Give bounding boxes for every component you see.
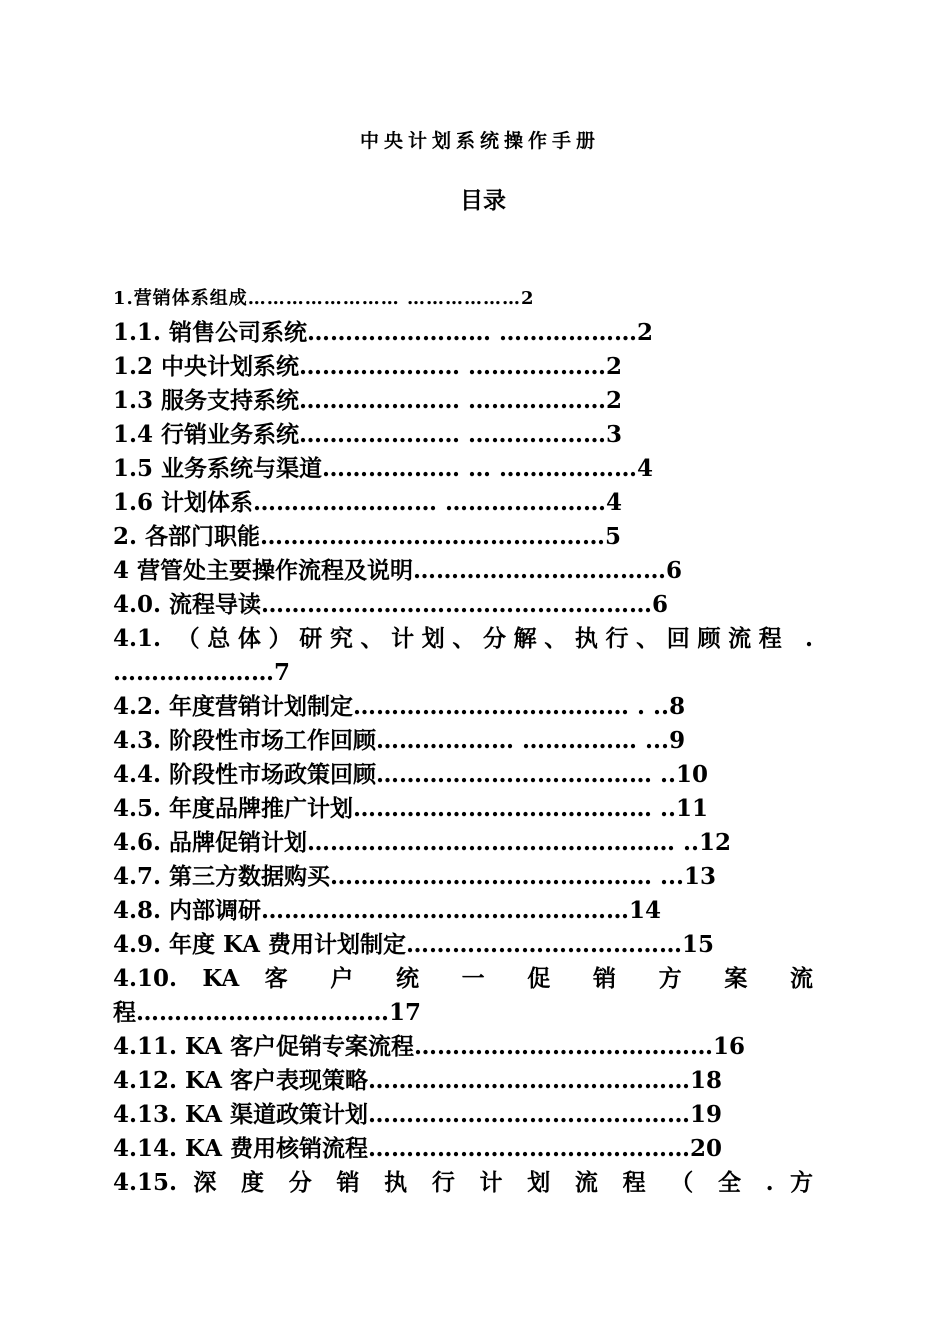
toc-entry-1-6: 1.6 计划体系…………………… …………………4 [113,489,623,516]
toc-entry-4-11: 4.11. KA 客户促销专案流程…………………………………16 [113,1033,745,1060]
toc-entry-1-4: 1.4 行销业务系统………………… ………………3 [113,421,623,448]
toc-entry-4-7: 4.7. 第三方数据购买…………………………………… ...13 [113,863,717,890]
toc-entry-4-13: 4.13. KA 渠道政策计划……………………………………19 [113,1101,722,1128]
toc-entry-4-0: 4.0. 流程导读……………………………………………6 [113,591,669,618]
document-title: 中央计划系统操作手册 [359,130,600,152]
toc-entry-2: 2. 各部门职能………………………………………5 [113,523,622,550]
toc-heading: 目录 [460,187,506,214]
toc-entry-4-6: 4.6. 品牌促销计划………………………………………… ..12 [113,829,732,856]
toc-entry-1-1: 1.1. 销售公司系统…………………… ………………2 [113,319,654,346]
toc-entry-4-1: 4.1. （总体）研究、计划、分解、执行、回顾流程 . [113,625,813,652]
toc-entry-4-2: 4.2. 年度营销计划制定……………………………… . ..8 [113,693,686,720]
toc-entry-4-14: 4.14. KA 费用核销流程……………………………………20 [113,1135,722,1162]
toc-entry-4-9: 4.9. 年度 KA 费用计划制定………………………………15 [113,931,714,958]
toc-entry-4-10: 4.10. KA 客 户 统 一 促 销 方 案 流 [113,965,813,992]
toc-entry-1-2: 1.2 中央计划系统………………… ………………2 [113,353,623,380]
toc-entry-4-12: 4.12. KA 客户表现策略……………………………………18 [113,1067,722,1094]
toc-entry-4-1-continued: …………………7 [113,659,291,686]
toc-entry-1-3: 1.3 服务支持系统………………… ………………2 [113,387,623,414]
toc-entry-4-15: 4.15. 深 度 分 销 执 行 计 划 流 程 （ 全 . 方 [113,1169,813,1196]
toc-entry-4-8: 4.8. 内部调研…………………………………………14 [113,897,662,924]
toc-entry-4-5: 4.5. 年度品牌推广计划………………………………… ..11 [113,795,709,822]
toc-entry-4-10-continued: 程……………………………17 [113,999,422,1026]
toc-entry-4: 4 营管处主要操作流程及说明……………………………6 [113,557,683,584]
toc-entry-4-3: 4.3. 阶段性市场工作回顾……………… …………… ...9 [113,727,686,754]
toc-entry-1-5: 1.5 业务系统与渠道……………… … ………………4 [113,455,654,482]
toc-entry-1: 1.营销体系组成…………………… ………………2 [113,288,535,309]
table-of-contents [113,282,813,1200]
toc-entry-4-4: 4.4. 阶段性市场政策回顾……………………………… ..10 [113,761,709,788]
